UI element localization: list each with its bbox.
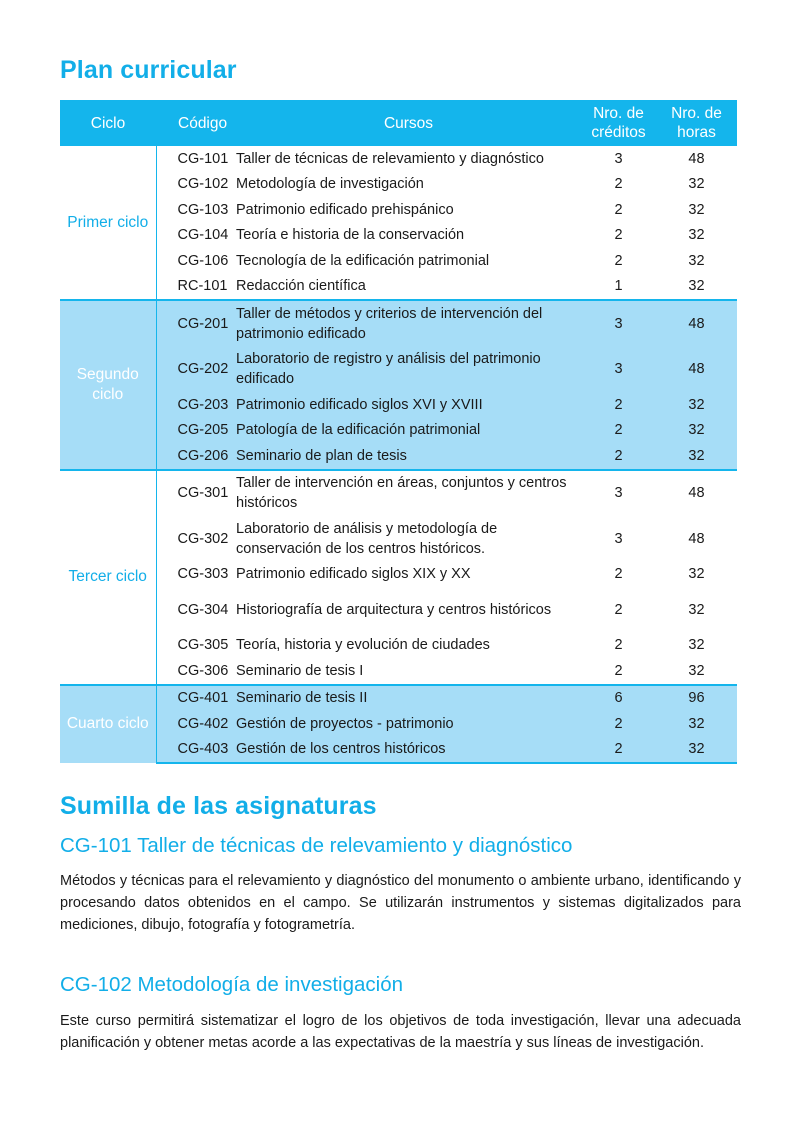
course-hours: 48: [656, 516, 737, 562]
course-credits: 2: [581, 658, 656, 685]
course-hours: 48: [656, 347, 737, 393]
course-code: CG-304: [156, 587, 236, 633]
table-row: [60, 737, 737, 764]
course-credits: 3: [581, 300, 656, 347]
course-credits: 1: [581, 274, 656, 301]
table-row: [60, 658, 737, 685]
course-credits: 2: [581, 443, 656, 470]
course-credits: 3: [581, 516, 656, 562]
course-hours: 32: [656, 562, 737, 588]
course-name: Patología de la edificación patrimonial: [236, 418, 581, 444]
course-code: CG-402: [156, 711, 236, 737]
cycle-group-3: [60, 470, 737, 685]
header-horas: Nro. de horas: [656, 100, 737, 146]
table-row: [60, 562, 737, 588]
curriculum-table: [60, 100, 737, 764]
table-row: [60, 443, 737, 470]
cycle-group-2: [60, 300, 737, 470]
header-codigo: Código: [156, 100, 236, 146]
course-hours: 32: [656, 711, 737, 737]
course-hours: 48: [656, 146, 737, 172]
course-hours: 32: [656, 172, 737, 198]
course-hours: 32: [656, 587, 737, 633]
course-hours: 32: [656, 443, 737, 470]
course-hours: 32: [656, 418, 737, 444]
cycle-group-1: [60, 146, 737, 300]
course-name: Taller de métodos y criterios de intervención del patrimonio edificado: [236, 300, 581, 347]
cycle-label: Cuarto ciclo: [60, 685, 156, 764]
table-row: [60, 418, 737, 444]
table-row: [60, 248, 737, 274]
table-row: [60, 711, 737, 737]
course-code: CG-106: [156, 248, 236, 274]
course-code: CG-102: [156, 172, 236, 198]
table-row: [60, 146, 737, 172]
course-code: CG-301: [156, 470, 236, 517]
table-row: [60, 223, 737, 249]
table-row: [60, 392, 737, 418]
table-row: [60, 300, 737, 347]
course-code: CG-103: [156, 197, 236, 223]
course-credits: 2: [581, 392, 656, 418]
course-code: CG-401: [156, 685, 236, 712]
course-hours: 32: [656, 633, 737, 659]
course-summary-text: Métodos y técnicas para el relevamiento y diagnóstico del monumento o ambiente urbano, identificando y procesando datos obtenidos en el campo. Se utilizarán instrumentos y sistemas digitalizados para mediciones, dibujo, fotografía y fotogrametría.: [60, 873, 741, 933]
course-code: RC-101: [156, 274, 236, 301]
table-row: [60, 347, 737, 393]
course-name: Taller de intervención en áreas, conjuntos y centros históricos: [236, 470, 581, 517]
course-name: Metodología de investigación: [236, 172, 581, 198]
course-summary-title: CG-101 Taller de técnicas de relevamiento y diagnóstico: [60, 834, 573, 857]
table-row: [60, 197, 737, 223]
course-code: CG-101: [156, 146, 236, 172]
course-hours: 32: [656, 658, 737, 685]
cycle-label: Segundo ciclo: [60, 300, 156, 470]
course-code: CG-203: [156, 392, 236, 418]
table-row: [60, 633, 737, 659]
course-name: Laboratorio de registro y análisis del patrimonio edificado: [236, 347, 581, 393]
course-hours: 48: [656, 300, 737, 347]
table-header-row: [60, 100, 737, 146]
course-credits: 3: [581, 347, 656, 393]
course-summary-title: CG-102 Metodología de investigación: [60, 973, 404, 996]
header-ciclo: Ciclo: [60, 100, 156, 146]
course-credits: 2: [581, 418, 656, 444]
course-hours: 32: [656, 737, 737, 764]
course-summary-text: Este curso permitirá sistematizar el logro de los objetivos de toda investigación, llevar una adecuada planificación y obtener metas acorde a las expectativas de la maestría y sus líneas de investigación.: [60, 1013, 741, 1051]
table-row: [60, 172, 737, 198]
course-name: Gestión de proyectos - patrimonio: [236, 711, 581, 737]
course-hours: 32: [656, 248, 737, 274]
course-name: Patrimonio edificado siglos XIX y XX: [236, 562, 581, 588]
course-name: Patrimonio edificado siglos XVI y XVIII: [236, 392, 581, 418]
cycle-label: Tercer ciclo: [60, 470, 156, 685]
table-row: [60, 587, 737, 633]
course-credits: 2: [581, 248, 656, 274]
course-credits: 2: [581, 197, 656, 223]
course-name: Seminario de tesis I: [236, 658, 581, 685]
course-hours: 48: [656, 470, 737, 517]
course-credits: 2: [581, 172, 656, 198]
course-name: Patrimonio edificado prehispánico: [236, 197, 581, 223]
course-credits: 2: [581, 711, 656, 737]
course-name: Seminario de plan de tesis: [236, 443, 581, 470]
course-name: Seminario de tesis II: [236, 685, 581, 712]
course-code: CG-302: [156, 516, 236, 562]
course-code: CG-303: [156, 562, 236, 588]
table-row: [60, 274, 737, 301]
header-creditos: Nro. de créditos: [581, 100, 656, 146]
course-code: CG-202: [156, 347, 236, 393]
course-hours: 32: [656, 197, 737, 223]
course-name: Gestión de los centros históricos: [236, 737, 581, 764]
course-hours: 32: [656, 392, 737, 418]
course-code: CG-104: [156, 223, 236, 249]
table-row: [60, 685, 737, 712]
course-code: CG-403: [156, 737, 236, 764]
course-credits: 2: [581, 562, 656, 588]
course-credits: 2: [581, 223, 656, 249]
course-hours: 32: [656, 274, 737, 301]
course-credits: 3: [581, 146, 656, 172]
table-row: [60, 516, 737, 562]
course-code: CG-305: [156, 633, 236, 659]
cycle-label: Primer ciclo: [60, 146, 156, 300]
sumilla-title: Sumilla de las asignaturas: [60, 792, 377, 820]
course-name: Laboratorio de análisis y metodología de conservación de los centros históricos.: [236, 516, 581, 562]
course-code: CG-205: [156, 418, 236, 444]
course-name: Teoría e historia de la conservación: [236, 223, 581, 249]
course-hours: 32: [656, 223, 737, 249]
header-cursos: Cursos: [236, 100, 581, 146]
course-name: Tecnología de la edificación patrimonial: [236, 248, 581, 274]
course-name: Redacción científica: [236, 274, 581, 301]
plan-title: Plan curricular: [60, 56, 237, 84]
course-name: Historiografía de arquitectura y centros históricos: [236, 587, 581, 633]
course-credits: 3: [581, 470, 656, 517]
course-credits: 2: [581, 633, 656, 659]
course-credits: 6: [581, 685, 656, 712]
course-name: Teoría, historia y evolución de ciudades: [236, 633, 581, 659]
course-code: CG-306: [156, 658, 236, 685]
course-credits: 2: [581, 737, 656, 764]
course-code: CG-206: [156, 443, 236, 470]
cycle-group-4: [60, 685, 737, 764]
table-row: [60, 470, 737, 517]
course-hours: 96: [656, 685, 737, 712]
course-code: CG-201: [156, 300, 236, 347]
course-credits: 2: [581, 587, 656, 633]
course-name: Taller de técnicas de relevamiento y diagnóstico: [236, 146, 581, 172]
